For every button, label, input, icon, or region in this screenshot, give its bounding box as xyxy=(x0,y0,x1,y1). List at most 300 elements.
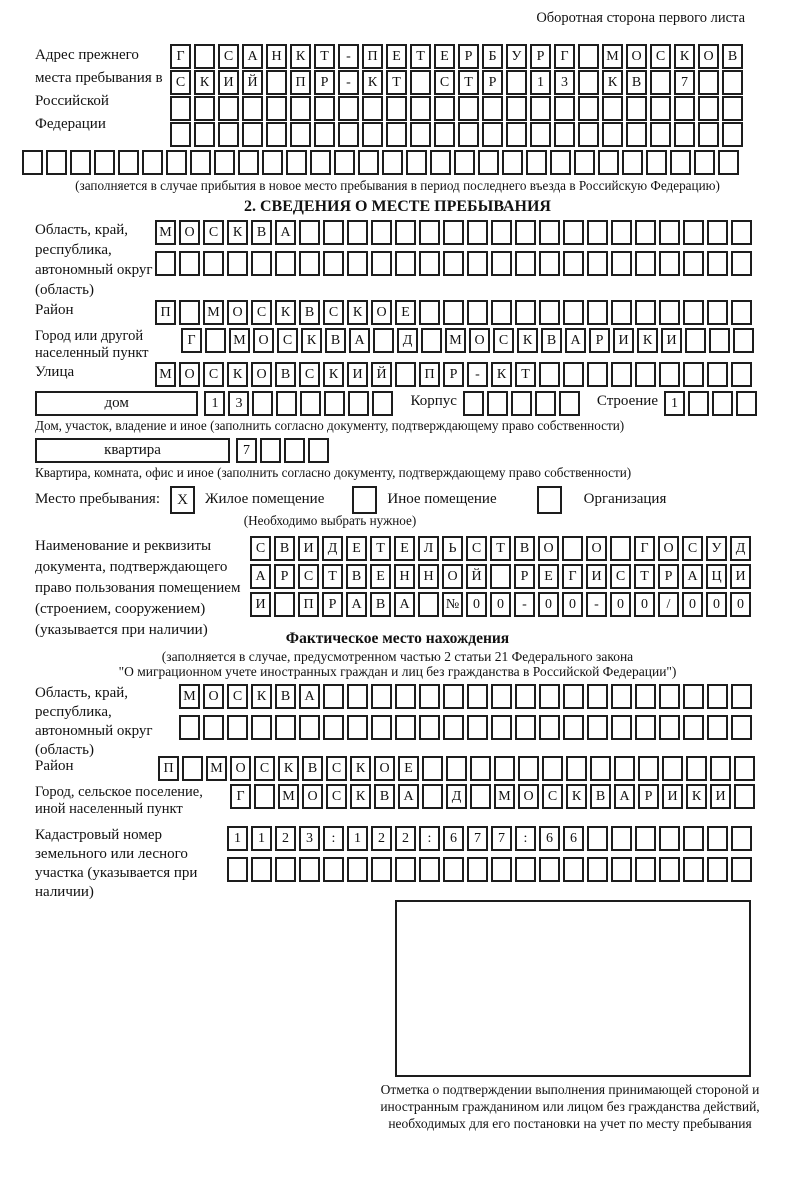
char-cell[interactable]: Д xyxy=(322,536,343,561)
char-cell[interactable]: В xyxy=(275,362,296,387)
char-cell[interactable]: А xyxy=(275,220,296,245)
char-cell[interactable] xyxy=(443,220,464,245)
char-cell[interactable]: Н xyxy=(394,564,415,589)
char-cell[interactable] xyxy=(491,684,512,709)
char-cell[interactable]: О xyxy=(179,220,200,245)
char-cell[interactable] xyxy=(300,391,321,416)
char-cell[interactable] xyxy=(227,857,248,882)
char-cell[interactable]: 2 xyxy=(275,826,296,851)
char-cell[interactable]: Т xyxy=(410,44,431,69)
char-cell[interactable] xyxy=(308,438,329,463)
char-cell[interactable]: В xyxy=(541,328,562,353)
char-cell[interactable] xyxy=(731,251,752,276)
char-cell[interactable] xyxy=(467,857,488,882)
char-cell[interactable] xyxy=(635,826,656,851)
char-cell[interactable]: 0 xyxy=(706,592,727,617)
char-cell[interactable] xyxy=(382,150,403,175)
char-cell[interactable] xyxy=(491,857,512,882)
char-cell[interactable]: Г xyxy=(181,328,202,353)
char-cell[interactable] xyxy=(563,300,584,325)
char-cell[interactable] xyxy=(467,715,488,740)
char-cell[interactable] xyxy=(707,300,728,325)
char-cell[interactable]: 1 xyxy=(251,826,272,851)
char-cell[interactable]: 7 xyxy=(491,826,512,851)
char-cell[interactable] xyxy=(578,122,599,147)
char-cell[interactable]: И xyxy=(218,70,239,95)
char-cell[interactable] xyxy=(395,251,416,276)
char-cell[interactable] xyxy=(635,251,656,276)
char-cell[interactable] xyxy=(142,150,163,175)
char-cell[interactable] xyxy=(731,300,752,325)
char-cell[interactable] xyxy=(458,122,479,147)
char-cell[interactable]: Т xyxy=(314,44,335,69)
char-cell[interactable]: 7 xyxy=(467,826,488,851)
char-cell[interactable] xyxy=(252,391,273,416)
char-cell[interactable]: В xyxy=(325,328,346,353)
char-cell[interactable] xyxy=(587,362,608,387)
char-cell[interactable] xyxy=(530,122,551,147)
char-cell[interactable] xyxy=(371,715,392,740)
char-cell[interactable] xyxy=(454,150,475,175)
char-cell[interactable]: И xyxy=(730,564,751,589)
char-cell[interactable]: Р xyxy=(458,44,479,69)
char-cell[interactable]: К xyxy=(602,70,623,95)
char-cell[interactable]: 3 xyxy=(299,826,320,851)
char-cell[interactable] xyxy=(563,857,584,882)
char-cell[interactable] xyxy=(386,96,407,121)
char-cell[interactable] xyxy=(470,784,491,809)
char-cell[interactable]: У xyxy=(706,536,727,561)
char-cell[interactable]: С xyxy=(434,70,455,95)
char-cell[interactable] xyxy=(395,715,416,740)
char-cell[interactable]: В xyxy=(299,300,320,325)
char-cell[interactable]: К xyxy=(194,70,215,95)
char-cell[interactable] xyxy=(478,150,499,175)
char-cell[interactable]: С xyxy=(493,328,514,353)
char-cell[interactable] xyxy=(314,122,335,147)
char-cell[interactable]: М xyxy=(602,44,623,69)
char-cell[interactable]: С xyxy=(650,44,671,69)
char-cell[interactable] xyxy=(214,150,235,175)
char-cell[interactable]: - xyxy=(514,592,535,617)
char-cell[interactable]: К xyxy=(350,784,371,809)
char-cell[interactable]: Г xyxy=(634,536,655,561)
char-cell[interactable] xyxy=(323,715,344,740)
char-cell[interactable] xyxy=(491,251,512,276)
char-cell[interactable] xyxy=(299,857,320,882)
char-cell[interactable] xyxy=(722,70,743,95)
char-cell[interactable] xyxy=(434,122,455,147)
char-cell[interactable] xyxy=(491,300,512,325)
char-cell[interactable]: 0 xyxy=(562,592,583,617)
char-cell[interactable] xyxy=(587,684,608,709)
char-cell[interactable]: И xyxy=(298,536,319,561)
checkbox-dwelling[interactable]: X xyxy=(170,486,195,514)
char-cell[interactable]: М xyxy=(155,362,176,387)
char-cell[interactable] xyxy=(731,826,752,851)
char-cell[interactable]: Б xyxy=(482,44,503,69)
char-cell[interactable]: Т xyxy=(458,70,479,95)
char-cell[interactable] xyxy=(587,857,608,882)
char-cell[interactable] xyxy=(574,150,595,175)
char-cell[interactable] xyxy=(490,564,511,589)
char-cell[interactable] xyxy=(290,122,311,147)
char-cell[interactable] xyxy=(218,96,239,121)
char-cell[interactable] xyxy=(515,220,536,245)
char-cell[interactable] xyxy=(626,96,647,121)
char-cell[interactable] xyxy=(611,362,632,387)
char-cell[interactable] xyxy=(338,122,359,147)
char-cell[interactable]: В xyxy=(370,592,391,617)
char-cell[interactable]: К xyxy=(674,44,695,69)
char-cell[interactable] xyxy=(515,300,536,325)
char-cell[interactable]: Й xyxy=(242,70,263,95)
char-cell[interactable]: О xyxy=(442,564,463,589)
char-cell[interactable] xyxy=(650,96,671,121)
char-cell[interactable] xyxy=(563,362,584,387)
char-cell[interactable] xyxy=(434,96,455,121)
char-cell[interactable]: М xyxy=(155,220,176,245)
char-cell[interactable] xyxy=(707,362,728,387)
char-cell[interactable]: С xyxy=(298,564,319,589)
char-cell[interactable]: Р xyxy=(638,784,659,809)
char-cell[interactable] xyxy=(443,857,464,882)
char-cell[interactable] xyxy=(614,756,635,781)
char-cell[interactable]: 3 xyxy=(228,391,249,416)
char-cell[interactable]: К xyxy=(251,684,272,709)
char-cell[interactable] xyxy=(515,251,536,276)
char-cell[interactable]: К xyxy=(491,362,512,387)
char-cell[interactable]: С xyxy=(203,220,224,245)
char-cell[interactable] xyxy=(299,220,320,245)
char-cell[interactable]: - xyxy=(467,362,488,387)
char-cell[interactable] xyxy=(674,96,695,121)
char-cell[interactable] xyxy=(203,251,224,276)
char-cell[interactable] xyxy=(650,70,671,95)
char-cell[interactable]: Г xyxy=(562,564,583,589)
char-cell[interactable] xyxy=(707,857,728,882)
char-cell[interactable] xyxy=(515,684,536,709)
char-cell[interactable]: О xyxy=(203,684,224,709)
char-cell[interactable] xyxy=(611,220,632,245)
char-cell[interactable]: В xyxy=(722,44,743,69)
char-cell[interactable] xyxy=(659,715,680,740)
char-cell[interactable]: В xyxy=(514,536,535,561)
char-cell[interactable]: О xyxy=(230,756,251,781)
char-cell[interactable] xyxy=(539,715,560,740)
char-cell[interactable] xyxy=(266,96,287,121)
char-cell[interactable]: А xyxy=(346,592,367,617)
char-cell[interactable]: К xyxy=(517,328,538,353)
char-cell[interactable]: К xyxy=(275,300,296,325)
char-cell[interactable] xyxy=(698,96,719,121)
char-cell[interactable]: 3 xyxy=(554,70,575,95)
char-cell[interactable] xyxy=(518,756,539,781)
char-cell[interactable]: И xyxy=(586,564,607,589)
char-cell[interactable] xyxy=(563,251,584,276)
char-cell[interactable] xyxy=(421,328,442,353)
char-cell[interactable] xyxy=(506,96,527,121)
char-cell[interactable] xyxy=(218,122,239,147)
char-cell[interactable]: В xyxy=(302,756,323,781)
char-cell[interactable]: Р xyxy=(658,564,679,589)
char-cell[interactable] xyxy=(587,220,608,245)
char-cell[interactable] xyxy=(324,391,345,416)
char-cell[interactable] xyxy=(602,96,623,121)
char-cell[interactable] xyxy=(659,362,680,387)
char-cell[interactable] xyxy=(722,96,743,121)
char-cell[interactable] xyxy=(578,70,599,95)
char-cell[interactable]: - xyxy=(586,592,607,617)
char-cell[interactable] xyxy=(734,784,755,809)
char-cell[interactable] xyxy=(659,684,680,709)
char-cell[interactable]: 6 xyxy=(563,826,584,851)
char-cell[interactable] xyxy=(722,122,743,147)
char-cell[interactable]: 0 xyxy=(466,592,487,617)
char-cell[interactable] xyxy=(371,857,392,882)
char-cell[interactable] xyxy=(554,122,575,147)
char-cell[interactable]: С xyxy=(466,536,487,561)
char-cell[interactable]: Т xyxy=(634,564,655,589)
char-cell[interactable]: О xyxy=(469,328,490,353)
char-cell[interactable] xyxy=(419,251,440,276)
char-cell[interactable]: 0 xyxy=(610,592,631,617)
char-cell[interactable]: А xyxy=(250,564,271,589)
char-cell[interactable] xyxy=(734,756,755,781)
char-cell[interactable] xyxy=(683,826,704,851)
char-cell[interactable]: 2 xyxy=(395,826,416,851)
char-cell[interactable]: Г xyxy=(554,44,575,69)
char-cell[interactable]: Е xyxy=(386,44,407,69)
char-cell[interactable]: О xyxy=(658,536,679,561)
char-cell[interactable] xyxy=(419,300,440,325)
char-cell[interactable]: Р xyxy=(589,328,610,353)
char-cell[interactable] xyxy=(238,150,259,175)
char-cell[interactable]: : xyxy=(323,826,344,851)
char-cell[interactable]: М xyxy=(179,684,200,709)
char-cell[interactable] xyxy=(683,220,704,245)
char-cell[interactable] xyxy=(539,684,560,709)
char-cell[interactable] xyxy=(463,391,484,416)
char-cell[interactable] xyxy=(611,826,632,851)
char-cell[interactable]: М xyxy=(229,328,250,353)
char-cell[interactable] xyxy=(670,150,691,175)
char-cell[interactable] xyxy=(467,300,488,325)
char-cell[interactable] xyxy=(205,328,226,353)
char-cell[interactable]: Е xyxy=(346,536,367,561)
char-cell[interactable]: С xyxy=(610,564,631,589)
char-cell[interactable] xyxy=(515,715,536,740)
char-cell[interactable]: К xyxy=(637,328,658,353)
char-cell[interactable] xyxy=(554,96,575,121)
char-cell[interactable]: / xyxy=(658,592,679,617)
char-cell[interactable] xyxy=(118,150,139,175)
char-cell[interactable] xyxy=(659,300,680,325)
char-cell[interactable]: А xyxy=(242,44,263,69)
char-cell[interactable]: И xyxy=(710,784,731,809)
char-cell[interactable] xyxy=(698,70,719,95)
char-cell[interactable] xyxy=(611,857,632,882)
char-cell[interactable]: : xyxy=(515,826,536,851)
char-cell[interactable] xyxy=(179,300,200,325)
char-cell[interactable]: С xyxy=(323,300,344,325)
char-cell[interactable]: 0 xyxy=(730,592,751,617)
char-cell[interactable]: С xyxy=(170,70,191,95)
char-cell[interactable]: С xyxy=(299,362,320,387)
char-cell[interactable] xyxy=(506,70,527,95)
char-cell[interactable]: В xyxy=(626,70,647,95)
char-cell[interactable]: О xyxy=(227,300,248,325)
char-cell[interactable] xyxy=(347,715,368,740)
char-cell[interactable] xyxy=(203,715,224,740)
char-cell[interactable]: С xyxy=(251,300,272,325)
char-cell[interactable]: В xyxy=(590,784,611,809)
char-cell[interactable]: О xyxy=(179,362,200,387)
char-cell[interactable] xyxy=(299,251,320,276)
char-cell[interactable]: Р xyxy=(530,44,551,69)
char-cell[interactable]: 6 xyxy=(443,826,464,851)
char-cell[interactable]: 0 xyxy=(634,592,655,617)
char-cell[interactable] xyxy=(323,857,344,882)
char-cell[interactable] xyxy=(635,300,656,325)
char-cell[interactable] xyxy=(611,715,632,740)
char-cell[interactable] xyxy=(46,150,67,175)
char-cell[interactable] xyxy=(410,96,431,121)
char-cell[interactable]: И xyxy=(661,328,682,353)
char-cell[interactable]: 1 xyxy=(227,826,248,851)
char-cell[interactable]: Н xyxy=(266,44,287,69)
char-cell[interactable] xyxy=(170,96,191,121)
char-cell[interactable] xyxy=(686,756,707,781)
registration-mark-box[interactable] xyxy=(395,900,751,1077)
char-cell[interactable] xyxy=(731,362,752,387)
char-cell[interactable]: В xyxy=(346,564,367,589)
char-cell[interactable] xyxy=(458,96,479,121)
char-cell[interactable]: Е xyxy=(538,564,559,589)
char-cell[interactable] xyxy=(284,438,305,463)
char-cell[interactable] xyxy=(694,150,715,175)
char-cell[interactable] xyxy=(550,150,571,175)
char-cell[interactable] xyxy=(491,715,512,740)
char-cell[interactable] xyxy=(290,96,311,121)
char-cell[interactable] xyxy=(276,391,297,416)
char-cell[interactable]: К xyxy=(362,70,383,95)
char-cell[interactable] xyxy=(323,684,344,709)
char-cell[interactable] xyxy=(266,70,287,95)
char-cell[interactable]: 0 xyxy=(490,592,511,617)
char-cell[interactable] xyxy=(539,362,560,387)
char-cell[interactable] xyxy=(731,684,752,709)
char-cell[interactable]: К xyxy=(278,756,299,781)
char-cell[interactable] xyxy=(482,122,503,147)
char-cell[interactable]: 1 xyxy=(530,70,551,95)
char-cell[interactable] xyxy=(94,150,115,175)
char-cell[interactable] xyxy=(683,251,704,276)
char-cell[interactable] xyxy=(685,328,706,353)
char-cell[interactable] xyxy=(494,756,515,781)
char-cell[interactable] xyxy=(22,150,43,175)
char-cell[interactable] xyxy=(190,150,211,175)
char-cell[interactable]: К xyxy=(227,362,248,387)
char-cell[interactable] xyxy=(227,251,248,276)
char-cell[interactable]: О xyxy=(626,44,647,69)
char-cell[interactable] xyxy=(622,150,643,175)
char-cell[interactable]: Р xyxy=(443,362,464,387)
char-cell[interactable] xyxy=(539,300,560,325)
char-cell[interactable] xyxy=(242,122,263,147)
char-cell[interactable]: П xyxy=(155,300,176,325)
char-cell[interactable] xyxy=(659,220,680,245)
char-cell[interactable] xyxy=(635,715,656,740)
char-cell[interactable]: В xyxy=(275,684,296,709)
char-cell[interactable] xyxy=(707,220,728,245)
char-cell[interactable] xyxy=(587,300,608,325)
char-cell[interactable] xyxy=(274,592,295,617)
char-cell[interactable] xyxy=(430,150,451,175)
char-cell[interactable] xyxy=(542,756,563,781)
char-cell[interactable] xyxy=(659,251,680,276)
char-cell[interactable]: - xyxy=(338,70,359,95)
char-cell[interactable] xyxy=(683,857,704,882)
char-cell[interactable] xyxy=(395,857,416,882)
char-cell[interactable] xyxy=(733,328,754,353)
char-cell[interactable]: С xyxy=(542,784,563,809)
char-cell[interactable] xyxy=(371,251,392,276)
char-cell[interactable]: В xyxy=(374,784,395,809)
char-cell[interactable] xyxy=(587,715,608,740)
char-cell[interactable] xyxy=(709,328,730,353)
char-cell[interactable] xyxy=(347,220,368,245)
char-cell[interactable] xyxy=(395,362,416,387)
char-cell[interactable] xyxy=(731,857,752,882)
char-cell[interactable]: Т xyxy=(322,564,343,589)
char-cell[interactable] xyxy=(419,684,440,709)
char-cell[interactable] xyxy=(611,300,632,325)
char-cell[interactable] xyxy=(182,756,203,781)
char-cell[interactable]: П xyxy=(290,70,311,95)
char-cell[interactable] xyxy=(260,438,281,463)
char-cell[interactable] xyxy=(419,715,440,740)
char-cell[interactable] xyxy=(683,715,704,740)
char-cell[interactable] xyxy=(395,684,416,709)
char-cell[interactable] xyxy=(539,857,560,882)
char-cell[interactable] xyxy=(194,96,215,121)
char-cell[interactable] xyxy=(386,122,407,147)
char-cell[interactable]: 1 xyxy=(204,391,225,416)
char-cell[interactable]: К xyxy=(290,44,311,69)
char-cell[interactable] xyxy=(563,715,584,740)
char-cell[interactable]: О xyxy=(538,536,559,561)
char-cell[interactable] xyxy=(646,150,667,175)
char-cell[interactable] xyxy=(227,715,248,740)
char-cell[interactable] xyxy=(395,220,416,245)
char-cell[interactable]: П xyxy=(362,44,383,69)
char-cell[interactable]: К xyxy=(566,784,587,809)
char-cell[interactable]: С xyxy=(326,784,347,809)
char-cell[interactable]: С xyxy=(682,536,703,561)
char-cell[interactable] xyxy=(443,300,464,325)
char-cell[interactable] xyxy=(683,362,704,387)
char-cell[interactable]: С xyxy=(250,536,271,561)
char-cell[interactable] xyxy=(598,150,619,175)
char-cell[interactable]: А xyxy=(682,564,703,589)
char-cell[interactable] xyxy=(698,122,719,147)
char-cell[interactable]: А xyxy=(349,328,370,353)
char-cell[interactable] xyxy=(155,251,176,276)
char-cell[interactable] xyxy=(286,150,307,175)
char-cell[interactable] xyxy=(422,756,443,781)
char-cell[interactable]: А xyxy=(614,784,635,809)
